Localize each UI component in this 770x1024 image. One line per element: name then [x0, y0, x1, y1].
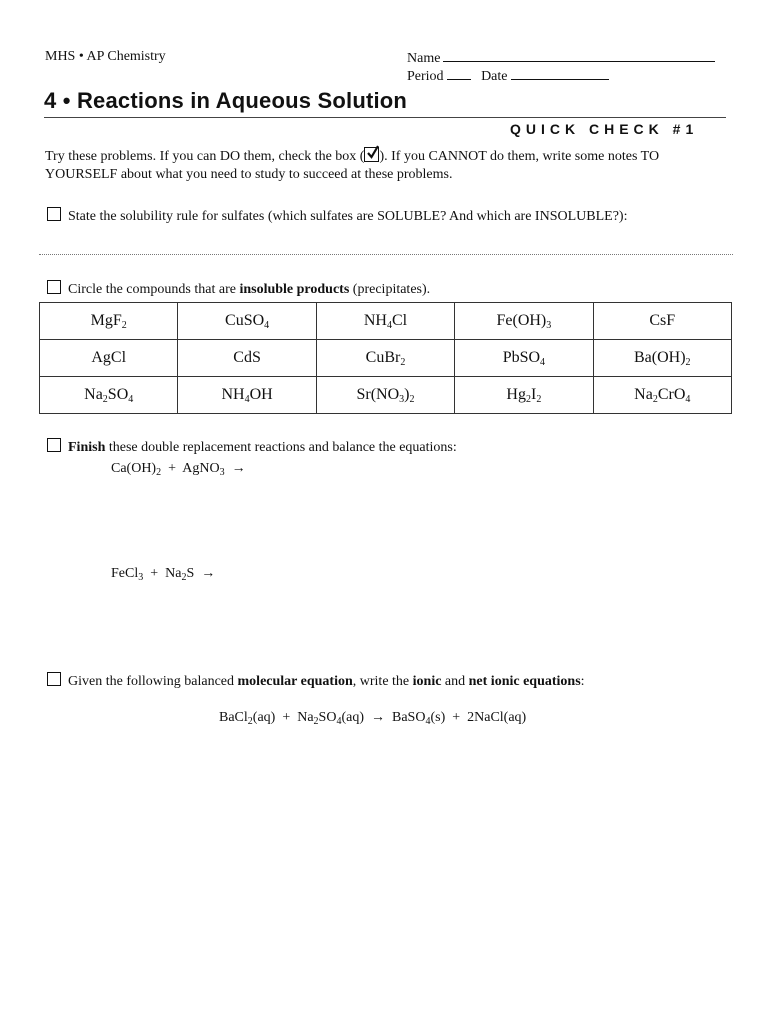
- q2-checkbox[interactable]: [47, 280, 61, 294]
- compound-row: [40, 303, 732, 340]
- compound-cell[interactable]: $NH_4OH$: [178, 377, 316, 414]
- q4-text-pre: Given the following balanced: [68, 674, 238, 689]
- q1-row: [47, 207, 627, 225]
- name-line[interactable]: [407, 49, 715, 67]
- compound-cell[interactable]: $Hg_2I_2$: [455, 377, 593, 414]
- compound-cell[interactable]: $Ba(OH)_2$: [593, 340, 731, 377]
- compound-cell[interactable]: MgF$_2$: [40, 303, 178, 340]
- molecular-equation: BaCl$_2$(aq) + $Na_2SO_4(aq)$ → BaSO$_4$(s) + 2NaCl(aq): [219, 710, 527, 727]
- compound-cell[interactable]: PbSO$_4$: [455, 340, 593, 377]
- name-blank[interactable]: [443, 49, 715, 62]
- period-blank[interactable]: [447, 67, 471, 80]
- course-label: MHS • AP Chemistry: [45, 49, 166, 64]
- compound-cell[interactable]: $NH_4Cl$: [316, 303, 454, 340]
- compound-cell[interactable]: $Sr(NO_3)_2$: [316, 377, 454, 414]
- reaction-1: $Ca(OH)_2$ + AgNO$_3$ →: [111, 461, 246, 478]
- compound-row: [40, 340, 732, 377]
- period-date-line[interactable]: [407, 67, 609, 85]
- compound-cell[interactable]: CuSO$_4$: [178, 303, 316, 340]
- q1-divider: [39, 254, 733, 255]
- q3-text-post: these double replacement reactions and balance the equations:: [105, 440, 457, 455]
- compound-cell[interactable]: CsF: [593, 303, 731, 340]
- q4-row: [47, 672, 585, 690]
- reaction-2: FeCl$_3$ + $Na_2S$ →: [111, 566, 216, 583]
- q3-checkbox[interactable]: [47, 438, 61, 452]
- compound-row: [40, 377, 732, 414]
- checked-box-icon: [364, 147, 379, 162]
- q3-row: [47, 438, 457, 456]
- q4-text-mid2: and: [441, 674, 469, 689]
- q4-bold-ionic: ionic: [412, 674, 442, 689]
- compound-cell[interactable]: $Fe(OH)_3$: [455, 303, 593, 340]
- q2-text-bold: insoluble products: [239, 282, 350, 297]
- instructions-line2: YOURSELF about what you need to study to succeed at these problems.: [45, 167, 453, 182]
- q2-text-pre: Circle the compounds that are: [68, 282, 240, 297]
- title-rule: [44, 117, 726, 118]
- q1-text: State the solubility rule for sulfates (which sulfates are SOLUBLE? And which are INSOLUBLE?):: [68, 209, 628, 224]
- q4-text-post: :: [580, 674, 585, 689]
- quick-check-label: QUICK CHECK #1: [510, 121, 699, 137]
- compound-table: [39, 302, 732, 414]
- q3-text-bold: Finish: [68, 440, 106, 455]
- q2-row: [47, 280, 430, 298]
- compound-cell[interactable]: CdS: [178, 340, 316, 377]
- q4-bold-molecular: molecular equation: [237, 674, 353, 689]
- date-label: Date: [481, 69, 508, 84]
- compound-cell[interactable]: $Na_2SO_4$: [40, 377, 178, 414]
- date-blank[interactable]: [511, 67, 609, 80]
- q4-text-mid1: , write the: [352, 674, 413, 689]
- page-title: 4 • Reactions in Aqueous Solution: [44, 88, 408, 113]
- q1-checkbox[interactable]: [47, 207, 61, 221]
- instructions-part2: ). If you CANNOT do them, write some notes TO: [379, 149, 660, 164]
- q4-checkbox[interactable]: [47, 672, 61, 686]
- compound-cell[interactable]: AgCl: [40, 340, 178, 377]
- period-label: Period: [407, 69, 444, 84]
- name-label: Name: [407, 51, 441, 66]
- compound-cell[interactable]: $Na_2CrO_4$: [593, 377, 731, 414]
- instructions: [45, 147, 735, 184]
- compound-cell[interactable]: CuBr$_2$: [316, 340, 454, 377]
- q4-bold-net-ionic: net ionic equations: [468, 674, 581, 689]
- q2-text-post: (precipitates).: [349, 282, 431, 297]
- instructions-part1: Try these problems. If you can DO them, check the box (: [45, 149, 365, 164]
